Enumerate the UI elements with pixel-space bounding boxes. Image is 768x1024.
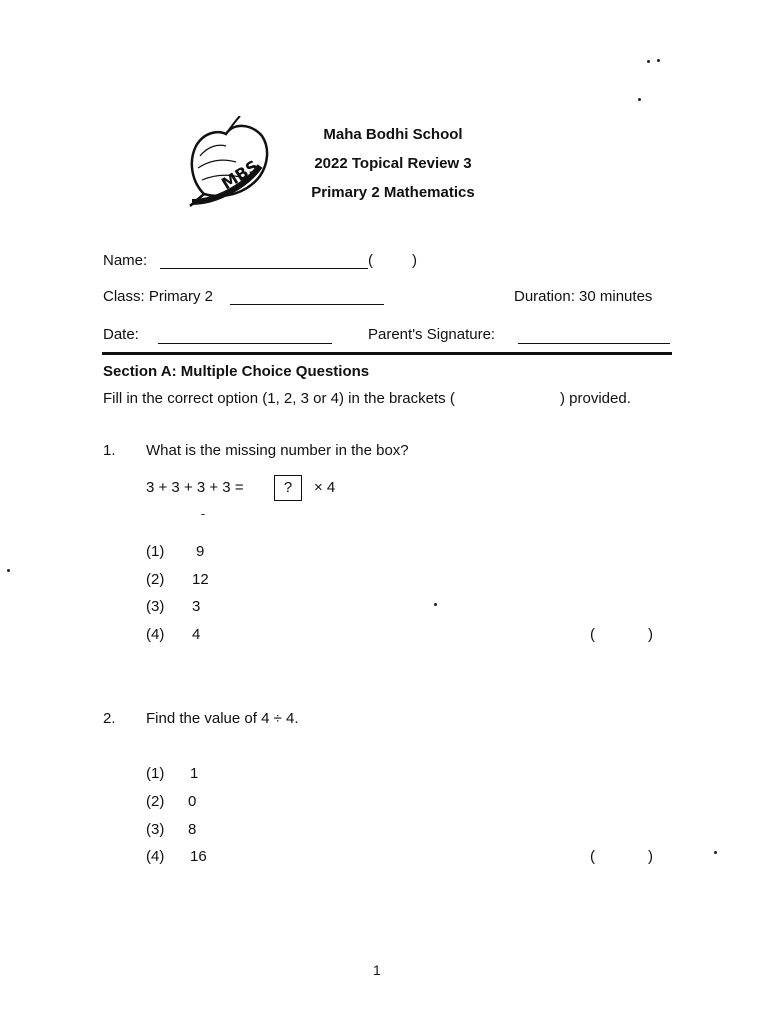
class-label: Class: Primary 2: [103, 288, 214, 305]
scan-speck: [714, 851, 717, 854]
q2-answer-bracket-open[interactable]: (: [590, 848, 595, 865]
q1-option-4-number: (4): [146, 626, 165, 643]
school-logo: [186, 116, 272, 212]
school-name: Maha Bodhi School: [323, 126, 463, 143]
review-title: 2022 Topical Review 3: [314, 155, 472, 172]
logo-text: MBS: [218, 156, 262, 194]
instruction-text-end: ) provided.: [560, 390, 631, 407]
scan-speck: [638, 98, 641, 101]
q2-option-3-number: (3): [146, 821, 165, 838]
name-label: Name:: [103, 252, 148, 269]
question-1-equation-right: × 4: [314, 479, 336, 496]
duration-label: Duration: 30 minutes: [514, 288, 653, 305]
scan-speck: [434, 603, 437, 606]
signature-label: Parent's Signature:: [368, 326, 496, 343]
instruction-text-start: Fill in the correct option (1, 2, 3 or 4) in the brackets (: [103, 390, 455, 407]
q1-option-1-value: 9: [196, 543, 205, 560]
question-1-number: 1.: [103, 442, 116, 459]
q2-option-2-value: 0: [188, 793, 197, 810]
scan-speck: [647, 60, 650, 63]
scan-speck: [201, 514, 205, 515]
page-number: 1: [373, 962, 381, 978]
section-title: Section A: Multiple Choice Questions: [103, 363, 370, 380]
q1-option-2-number: (2): [146, 571, 165, 588]
q1-answer-bracket-close[interactable]: ): [648, 626, 653, 643]
header-divider: [102, 352, 672, 355]
q1-option-1-number: (1): [146, 543, 165, 560]
q1-option-3-value: 3: [192, 598, 201, 615]
leaf-logo-icon: [186, 116, 272, 212]
q1-option-3-number: (3): [146, 598, 165, 615]
q2-option-4-number: (4): [146, 848, 165, 865]
q2-option-3-value: 8: [188, 821, 197, 838]
class-field[interactable]: [230, 304, 384, 305]
name-bracket-close: ): [412, 252, 417, 269]
scan-speck: [657, 59, 660, 62]
q2-option-1-value: 1: [190, 765, 199, 782]
q2-option-1-number: (1): [146, 765, 165, 782]
q2-option-2-number: (2): [146, 793, 165, 810]
name-bracket-open: (: [368, 252, 373, 269]
name-field[interactable]: [160, 268, 368, 269]
date-label: Date:: [103, 326, 139, 343]
q1-answer-bracket-open[interactable]: (: [590, 626, 595, 643]
question-1-equation-left: 3 + 3 + 3 + 3 =: [146, 479, 244, 496]
date-field[interactable]: [158, 343, 332, 344]
scan-speck: [7, 569, 10, 572]
question-1-text: What is the missing number in the box?: [146, 442, 409, 459]
q1-option-2-value: 12: [192, 571, 209, 588]
q1-option-4-value: 4: [192, 626, 201, 643]
q2-option-4-value: 16: [190, 848, 207, 865]
question-1-missing-box: ?: [274, 475, 302, 501]
subject-title: Primary 2 Mathematics: [311, 184, 475, 201]
signature-field[interactable]: [518, 343, 670, 344]
question-2-text: Find the value of 4 ÷ 4.: [146, 710, 299, 727]
question-2-number: 2.: [103, 710, 116, 727]
q2-answer-bracket-close[interactable]: ): [648, 848, 653, 865]
